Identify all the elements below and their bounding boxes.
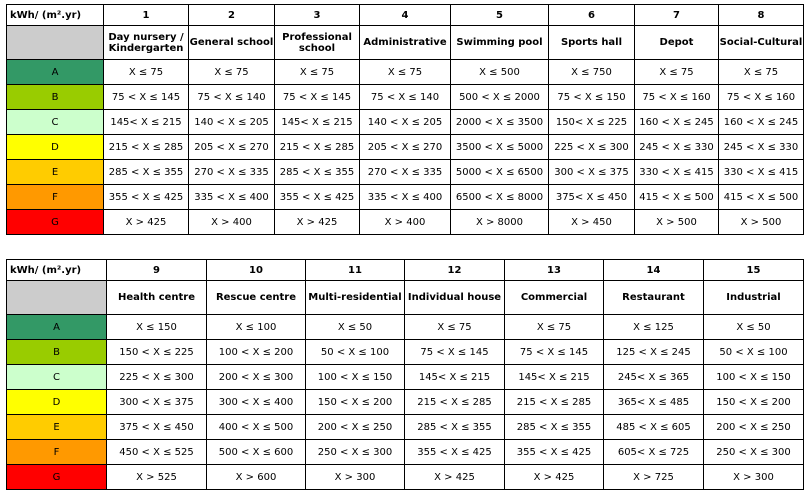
- column-number: 2: [189, 5, 275, 26]
- range-cell: 145< X ≤ 215: [275, 110, 360, 135]
- range-cell: 205 < X ≤ 270: [360, 135, 451, 160]
- range-cell: 415 < X ≤ 500: [719, 185, 804, 210]
- range-cell: 375 < X ≤ 450: [107, 415, 207, 440]
- building-category: General school: [189, 26, 275, 60]
- range-cell: 75 < X ≤ 145: [104, 85, 189, 110]
- range-cell: X ≤ 75: [719, 60, 804, 85]
- column-number: 13: [505, 260, 604, 281]
- class-row-b: [7, 85, 804, 110]
- range-cell: 285 < X ≤ 355: [104, 160, 189, 185]
- class-label: D: [7, 135, 104, 160]
- range-cell: X > 725: [604, 465, 704, 490]
- range-cell: 355 < X ≤ 425: [405, 440, 505, 465]
- unit-label: kWh/ (m².yr): [7, 260, 107, 281]
- range-cell: 215 < X ≤ 285: [505, 390, 604, 415]
- range-cell: 300 < X ≤ 375: [107, 390, 207, 415]
- range-cell: X ≤ 75: [405, 315, 505, 340]
- class-row-f: [7, 440, 804, 465]
- range-cell: X > 425: [275, 210, 360, 235]
- range-cell: 150< X ≤ 225: [549, 110, 635, 135]
- building-category-row: [7, 281, 804, 315]
- range-cell: X > 300: [306, 465, 405, 490]
- building-category: Social-Cultural: [719, 26, 804, 60]
- range-cell: 6500 < X ≤ 8000: [451, 185, 549, 210]
- range-cell: 300 < X ≤ 375: [549, 160, 635, 185]
- column-number: 7: [635, 5, 719, 26]
- range-cell: X ≤ 75: [189, 60, 275, 85]
- column-number: 6: [549, 5, 635, 26]
- building-category: Day nursery / Kindergarten: [104, 26, 189, 60]
- range-cell: 245 < X ≤ 330: [635, 135, 719, 160]
- range-cell: 500 < X ≤ 600: [207, 440, 306, 465]
- range-cell: X > 500: [635, 210, 719, 235]
- range-cell: 330 < X ≤ 415: [635, 160, 719, 185]
- class-label: G: [7, 465, 107, 490]
- class-label: G: [7, 210, 104, 235]
- range-cell: X ≤ 75: [104, 60, 189, 85]
- building-category: Professional school: [275, 26, 360, 60]
- class-label: A: [7, 60, 104, 85]
- class-label: B: [7, 340, 107, 365]
- range-cell: 160 < X ≤ 245: [635, 110, 719, 135]
- range-cell: 335 < X ≤ 400: [360, 185, 451, 210]
- range-cell: 215 < X ≤ 285: [405, 390, 505, 415]
- class-row-d: [7, 390, 804, 415]
- range-cell: 75 < X ≤ 140: [189, 85, 275, 110]
- column-number: 4: [360, 5, 451, 26]
- range-cell: 450 < X ≤ 525: [107, 440, 207, 465]
- range-cell: X ≤ 125: [604, 315, 704, 340]
- range-cell: 2000 < X ≤ 3500: [451, 110, 549, 135]
- class-row-e: [7, 160, 804, 185]
- range-cell: 160 < X ≤ 245: [719, 110, 804, 135]
- range-cell: 100 < X ≤ 200: [207, 340, 306, 365]
- building-category: Health centre: [107, 281, 207, 315]
- column-number: 5: [451, 5, 549, 26]
- range-cell: 125 < X ≤ 245: [604, 340, 704, 365]
- range-cell: 100 < X ≤ 150: [704, 365, 804, 390]
- range-cell: X ≤ 75: [505, 315, 604, 340]
- building-category: Administrative: [360, 26, 451, 60]
- range-cell: 285 < X ≤ 355: [275, 160, 360, 185]
- range-cell: 485 < X ≤ 605: [604, 415, 704, 440]
- column-number: 10: [207, 260, 306, 281]
- range-cell: X ≤ 500: [451, 60, 549, 85]
- building-category: Sports hall: [549, 26, 635, 60]
- building-category: Industrial: [704, 281, 804, 315]
- class-row-b: [7, 340, 804, 365]
- range-cell: 415 < X ≤ 500: [635, 185, 719, 210]
- range-cell: 200 < X ≤ 250: [306, 415, 405, 440]
- range-cell: 140 < X ≤ 205: [360, 110, 451, 135]
- class-label: F: [7, 440, 107, 465]
- range-cell: X > 500: [719, 210, 804, 235]
- range-cell: 335 < X ≤ 400: [189, 185, 275, 210]
- range-cell: 150 < X ≤ 225: [107, 340, 207, 365]
- range-cell: X > 600: [207, 465, 306, 490]
- range-cell: 145< X ≤ 215: [104, 110, 189, 135]
- class-row-g: [7, 465, 804, 490]
- range-cell: 145< X ≤ 215: [405, 365, 505, 390]
- range-cell: 250 < X ≤ 300: [704, 440, 804, 465]
- range-cell: 250 < X ≤ 300: [306, 440, 405, 465]
- range-cell: X ≤ 75: [635, 60, 719, 85]
- column-number: 11: [306, 260, 405, 281]
- range-cell: 270 < X ≤ 335: [360, 160, 451, 185]
- range-cell: 285 < X ≤ 355: [505, 415, 604, 440]
- range-cell: X ≤ 75: [360, 60, 451, 85]
- range-cell: 355 < X ≤ 425: [275, 185, 360, 210]
- class-row-a: [7, 315, 804, 340]
- range-cell: 3500 < X ≤ 5000: [451, 135, 549, 160]
- corner-cell: [7, 281, 107, 315]
- building-category: Multi-residential: [306, 281, 405, 315]
- range-cell: 75 < X ≤ 150: [549, 85, 635, 110]
- range-cell: 355 < X ≤ 425: [505, 440, 604, 465]
- range-cell: X > 425: [405, 465, 505, 490]
- range-cell: X > 300: [704, 465, 804, 490]
- range-cell: 150 < X ≤ 200: [704, 390, 804, 415]
- class-label: E: [7, 160, 104, 185]
- range-cell: 75 < X ≤ 160: [635, 85, 719, 110]
- range-cell: 215 < X ≤ 285: [104, 135, 189, 160]
- range-cell: 140 < X ≤ 205: [189, 110, 275, 135]
- range-cell: 245 < X ≤ 330: [719, 135, 804, 160]
- column-number-row: [7, 260, 804, 281]
- class-label: B: [7, 85, 104, 110]
- range-cell: X > 425: [505, 465, 604, 490]
- range-cell: 75 < X ≤ 145: [275, 85, 360, 110]
- column-number: 3: [275, 5, 360, 26]
- range-cell: 225 < X ≤ 300: [107, 365, 207, 390]
- building-category: Swimming pool: [451, 26, 549, 60]
- column-number: 12: [405, 260, 505, 281]
- building-category: Rescue centre: [207, 281, 306, 315]
- class-label: C: [7, 365, 107, 390]
- range-cell: 270 < X ≤ 335: [189, 160, 275, 185]
- range-cell: X ≤ 50: [306, 315, 405, 340]
- range-cell: X > 525: [107, 465, 207, 490]
- range-cell: 245< X ≤ 365: [604, 365, 704, 390]
- column-number: 1: [104, 5, 189, 26]
- column-number: 9: [107, 260, 207, 281]
- range-cell: X > 425: [104, 210, 189, 235]
- class-row-c: [7, 365, 804, 390]
- range-cell: 500 < X ≤ 2000: [451, 85, 549, 110]
- range-cell: 200 < X ≤ 250: [704, 415, 804, 440]
- range-cell: 75 < X ≤ 145: [505, 340, 604, 365]
- range-cell: 330 < X ≤ 415: [719, 160, 804, 185]
- range-cell: X ≤ 75: [275, 60, 360, 85]
- range-cell: 375< X ≤ 450: [549, 185, 635, 210]
- class-row-g: [7, 210, 804, 235]
- range-cell: X > 8000: [451, 210, 549, 235]
- energy-class-table-2: [6, 259, 804, 490]
- range-cell: 75 < X ≤ 140: [360, 85, 451, 110]
- range-cell: 400 < X ≤ 500: [207, 415, 306, 440]
- range-cell: X ≤ 50: [704, 315, 804, 340]
- class-label: D: [7, 390, 107, 415]
- range-cell: 365< X ≤ 485: [604, 390, 704, 415]
- range-cell: 75 < X ≤ 145: [405, 340, 505, 365]
- range-cell: X ≤ 150: [107, 315, 207, 340]
- range-cell: 285 < X ≤ 355: [405, 415, 505, 440]
- class-row-a: [7, 60, 804, 85]
- building-category: Commercial: [505, 281, 604, 315]
- class-row-f: [7, 185, 804, 210]
- range-cell: 150 < X ≤ 200: [306, 390, 405, 415]
- building-category: Individual house: [405, 281, 505, 315]
- range-cell: 50 < X ≤ 100: [306, 340, 405, 365]
- class-label: C: [7, 110, 104, 135]
- range-cell: 50 < X ≤ 100: [704, 340, 804, 365]
- range-cell: 355 < X ≤ 425: [104, 185, 189, 210]
- building-category-row: [7, 26, 804, 60]
- building-category: Restaurant: [604, 281, 704, 315]
- class-row-d: [7, 135, 804, 160]
- range-cell: X > 450: [549, 210, 635, 235]
- range-cell: 205 < X ≤ 270: [189, 135, 275, 160]
- class-label: A: [7, 315, 107, 340]
- range-cell: 225 < X ≤ 300: [549, 135, 635, 160]
- range-cell: 200 < X ≤ 300: [207, 365, 306, 390]
- range-cell: 605< X ≤ 725: [604, 440, 704, 465]
- corner-cell: [7, 26, 104, 60]
- unit-label: kWh/ (m².yr): [7, 5, 104, 26]
- range-cell: X ≤ 100: [207, 315, 306, 340]
- range-cell: 75 < X ≤ 160: [719, 85, 804, 110]
- range-cell: X > 400: [189, 210, 275, 235]
- energy-class-table-1: [6, 4, 804, 235]
- class-label: F: [7, 185, 104, 210]
- range-cell: 145< X ≤ 215: [505, 365, 604, 390]
- column-number: 15: [704, 260, 804, 281]
- range-cell: 100 < X ≤ 150: [306, 365, 405, 390]
- range-cell: 300 < X ≤ 400: [207, 390, 306, 415]
- class-row-c: [7, 110, 804, 135]
- range-cell: X ≤ 750: [549, 60, 635, 85]
- class-label: E: [7, 415, 107, 440]
- class-row-e: [7, 415, 804, 440]
- range-cell: X > 400: [360, 210, 451, 235]
- column-number: 8: [719, 5, 804, 26]
- column-number: 14: [604, 260, 704, 281]
- range-cell: 5000 < X ≤ 6500: [451, 160, 549, 185]
- range-cell: 215 < X ≤ 285: [275, 135, 360, 160]
- building-category: Depot: [635, 26, 719, 60]
- column-number-row: [7, 5, 804, 26]
